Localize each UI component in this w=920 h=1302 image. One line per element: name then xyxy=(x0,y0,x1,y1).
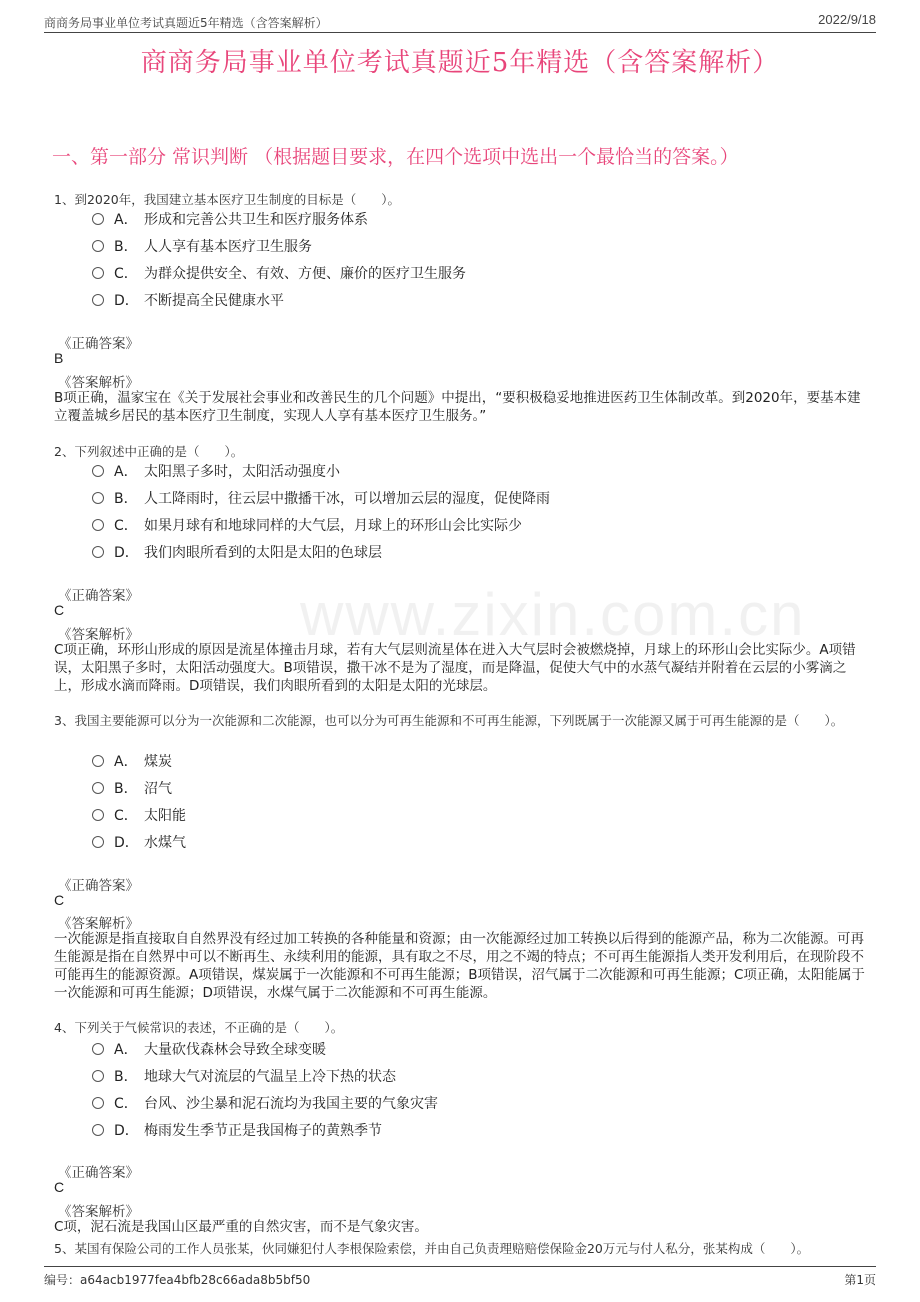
option-text: 梅雨发生季节正是我国梅子的黄熟季节 xyxy=(144,1123,382,1139)
radio-icon[interactable] xyxy=(92,213,104,225)
option-d[interactable] xyxy=(92,542,382,562)
option-letter: A． xyxy=(114,212,138,228)
radio-icon[interactable] xyxy=(92,492,104,504)
option-letter: A． xyxy=(114,754,138,770)
option-text: 大量砍伐森林会导致全球变暖 xyxy=(144,1042,326,1058)
footer-doc-id: 编号：a64acb1977fea4bfb28c66ada8b5bf50 xyxy=(44,1273,311,1287)
radio-icon[interactable] xyxy=(92,1070,104,1082)
option-b[interactable] xyxy=(92,1066,396,1086)
option-letter: B． xyxy=(114,239,138,255)
option-text: 人工降雨时，往云层中撒播干冰，可以增加云层的湿度，促使降雨 xyxy=(144,491,550,507)
option-c[interactable] xyxy=(92,1093,438,1113)
header-date: 2022/9/18 xyxy=(818,12,876,27)
correct-answer: C xyxy=(54,892,65,908)
radio-icon[interactable] xyxy=(92,465,104,477)
option-d[interactable] xyxy=(92,832,186,852)
option-text: 太阳黑子多时，太阳活动强度小 xyxy=(144,464,340,480)
question-stem: 2、下列叙述中正确的是（ ）。 xyxy=(54,444,244,459)
analysis-label: 《答案解析》 xyxy=(58,375,139,391)
cutoff-question-text: 5、某国有保险公司的工作人员张某，伙同嫌犯付人李根保险索偿，并由自己负责理赔赔偿保险金20万元与付人私分，张某构成（ ）。 xyxy=(54,1241,810,1256)
option-letter: C． xyxy=(114,808,138,824)
option-letter: A． xyxy=(114,1042,138,1058)
option-text: 沼气 xyxy=(144,781,172,797)
question-stem: 3、我国主要能源可以分为一次能源和二次能源，也可以分为可再生能源和不可再生能源，下列既属于一次能源又属于可再生能源的是（ ）。 xyxy=(54,713,844,728)
option-text: 人人享有基本医疗卫生服务 xyxy=(144,239,312,255)
cutoff-question-line xyxy=(54,1241,869,1260)
option-a[interactable] xyxy=(92,461,340,481)
option-letter: C． xyxy=(114,1096,138,1112)
radio-icon[interactable] xyxy=(92,294,104,306)
correct-answer: C xyxy=(54,1179,65,1195)
option-letter: C． xyxy=(114,266,138,282)
question-stem: 4、下列关于气候常识的表述，不正确的是（ ）。 xyxy=(54,1020,344,1035)
radio-icon[interactable] xyxy=(92,782,104,794)
option-text: 如果月球有和地球同样的大气层，月球上的环形山会比实际少 xyxy=(144,518,522,534)
option-letter: D． xyxy=(114,293,139,309)
option-letter: B． xyxy=(114,491,138,507)
option-letter: A． xyxy=(114,464,138,480)
option-text: 不断提高全民健康水平 xyxy=(144,293,284,309)
option-a[interactable] xyxy=(92,1039,326,1059)
section-heading: 一、第一部分 常识判断 （根据题目要求，在四个选项中选出一个最恰当的答案。） xyxy=(52,146,739,168)
radio-icon[interactable] xyxy=(92,267,104,279)
analysis-label: 《答案解析》 xyxy=(58,916,139,932)
page-title: 商商务局事业单位考试真题近5年精选（含答案解析） xyxy=(140,48,780,78)
option-b[interactable] xyxy=(92,488,550,508)
radio-icon[interactable] xyxy=(92,755,104,767)
option-d[interactable] xyxy=(92,290,284,310)
option-d[interactable] xyxy=(92,1120,382,1140)
option-c[interactable] xyxy=(92,263,466,283)
option-letter: D． xyxy=(114,1123,139,1139)
radio-icon[interactable] xyxy=(92,519,104,531)
correct-answer-label: 《正确答案》 xyxy=(58,336,139,352)
option-letter: B． xyxy=(114,1069,138,1085)
option-letter: B． xyxy=(114,781,138,797)
correct-answer-label: 《正确答案》 xyxy=(58,878,139,894)
analysis-label: 《答案解析》 xyxy=(58,627,139,643)
radio-icon[interactable] xyxy=(92,546,104,558)
analysis-text: B项正确，温家宝在《关于发展社会事业和改善民生的几个问题》中提出，“要积极稳妥地推进医药卫生体制改革。到2020年，要基本建立覆盖城乡居民的基本医疗卫生制度，实现人人享有基本医疗卫生服务。” xyxy=(54,390,861,424)
radio-icon[interactable] xyxy=(92,836,104,848)
option-b[interactable] xyxy=(92,236,312,256)
radio-icon[interactable] xyxy=(92,240,104,252)
correct-answer: C xyxy=(54,602,65,618)
radio-icon[interactable] xyxy=(92,809,104,821)
correct-answer: B xyxy=(54,350,64,366)
option-text: 煤炭 xyxy=(144,754,172,770)
option-c[interactable] xyxy=(92,805,186,825)
option-text: 形成和完善公共卫生和医疗服务体系 xyxy=(144,212,368,228)
option-text: 为群众提供安全、有效、方便、廉价的医疗卫生服务 xyxy=(144,266,466,282)
option-c[interactable] xyxy=(92,515,522,535)
header-doc-title: 商商务局事业单位考试真题近5年精选（含答案解析） xyxy=(44,16,328,30)
option-text: 地球大气对流层的气温呈上冷下热的状态 xyxy=(144,1069,396,1085)
option-letter: D． xyxy=(114,545,139,561)
correct-answer-label: 《正确答案》 xyxy=(58,1165,139,1181)
radio-icon[interactable] xyxy=(92,1043,104,1055)
watermark: www.zixin.com.cn xyxy=(300,581,806,648)
option-b[interactable] xyxy=(92,778,172,798)
option-text: 台风、沙尘暴和泥石流均为我国主要的气象灾害 xyxy=(144,1096,438,1112)
question-stem: 1、到2020年，我国建立基本医疗卫生制度的目标是（ ）。 xyxy=(54,192,401,207)
radio-icon[interactable] xyxy=(92,1124,104,1136)
option-letter: D． xyxy=(114,835,139,851)
option-a[interactable] xyxy=(92,209,368,229)
analysis-label: 《答案解析》 xyxy=(58,1204,139,1220)
analysis-text: 一次能源是指直接取自自然界没有经过加工转换的各种能量和资源；由一次能源经过加工转换以后得到的能源产品，称为二次能源。可再生能源是指在自然界中可以不断再生、永续利用的能源，具有取之不尽，用之不竭的特点；不可再生能源指人类开发利用后，在现阶段不可能再生的能源资源。A项错误，煤炭属于一次能源和不可再生能源；B项错误，沼气属于二次能源和可再生能源；C项正确，太阳能属于一次能源和可再生能源；D项错误，水煤气属于二次能源和不可再生能源。 xyxy=(54,931,865,1001)
footer-page-number: 第1页 xyxy=(844,1273,876,1287)
option-text: 太阳能 xyxy=(144,808,186,824)
page-header xyxy=(44,12,876,33)
page-footer xyxy=(44,1266,876,1287)
radio-icon[interactable] xyxy=(92,1097,104,1109)
correct-answer-label: 《正确答案》 xyxy=(58,588,139,604)
option-text: 我们肉眼所看到的太阳是太阳的色球层 xyxy=(144,545,382,561)
analysis-text: C项正确，环形山形成的原因是流星体撞击月球，若有大气层则流星体在进入大气层时会被燃烧掉，月球上的环形山会比实际少。A项错误，太阳黑子多时，太阳活动强度大。B项错误，撒干冰不是为了湿度，而是降温，促使大气中的水蒸气凝结并附着在云层的小雾滴之上，形成水滴而降雨。D项错误，我们肉眼所看到的太阳是太阳的光球层。 xyxy=(54,642,856,694)
option-text: 水煤气 xyxy=(144,835,186,851)
analysis-text: C项，泥石流是我国山区最严重的自然灾害，而不是气象灾害。 xyxy=(54,1219,428,1235)
option-letter: C． xyxy=(114,518,138,534)
option-a[interactable] xyxy=(92,751,172,771)
